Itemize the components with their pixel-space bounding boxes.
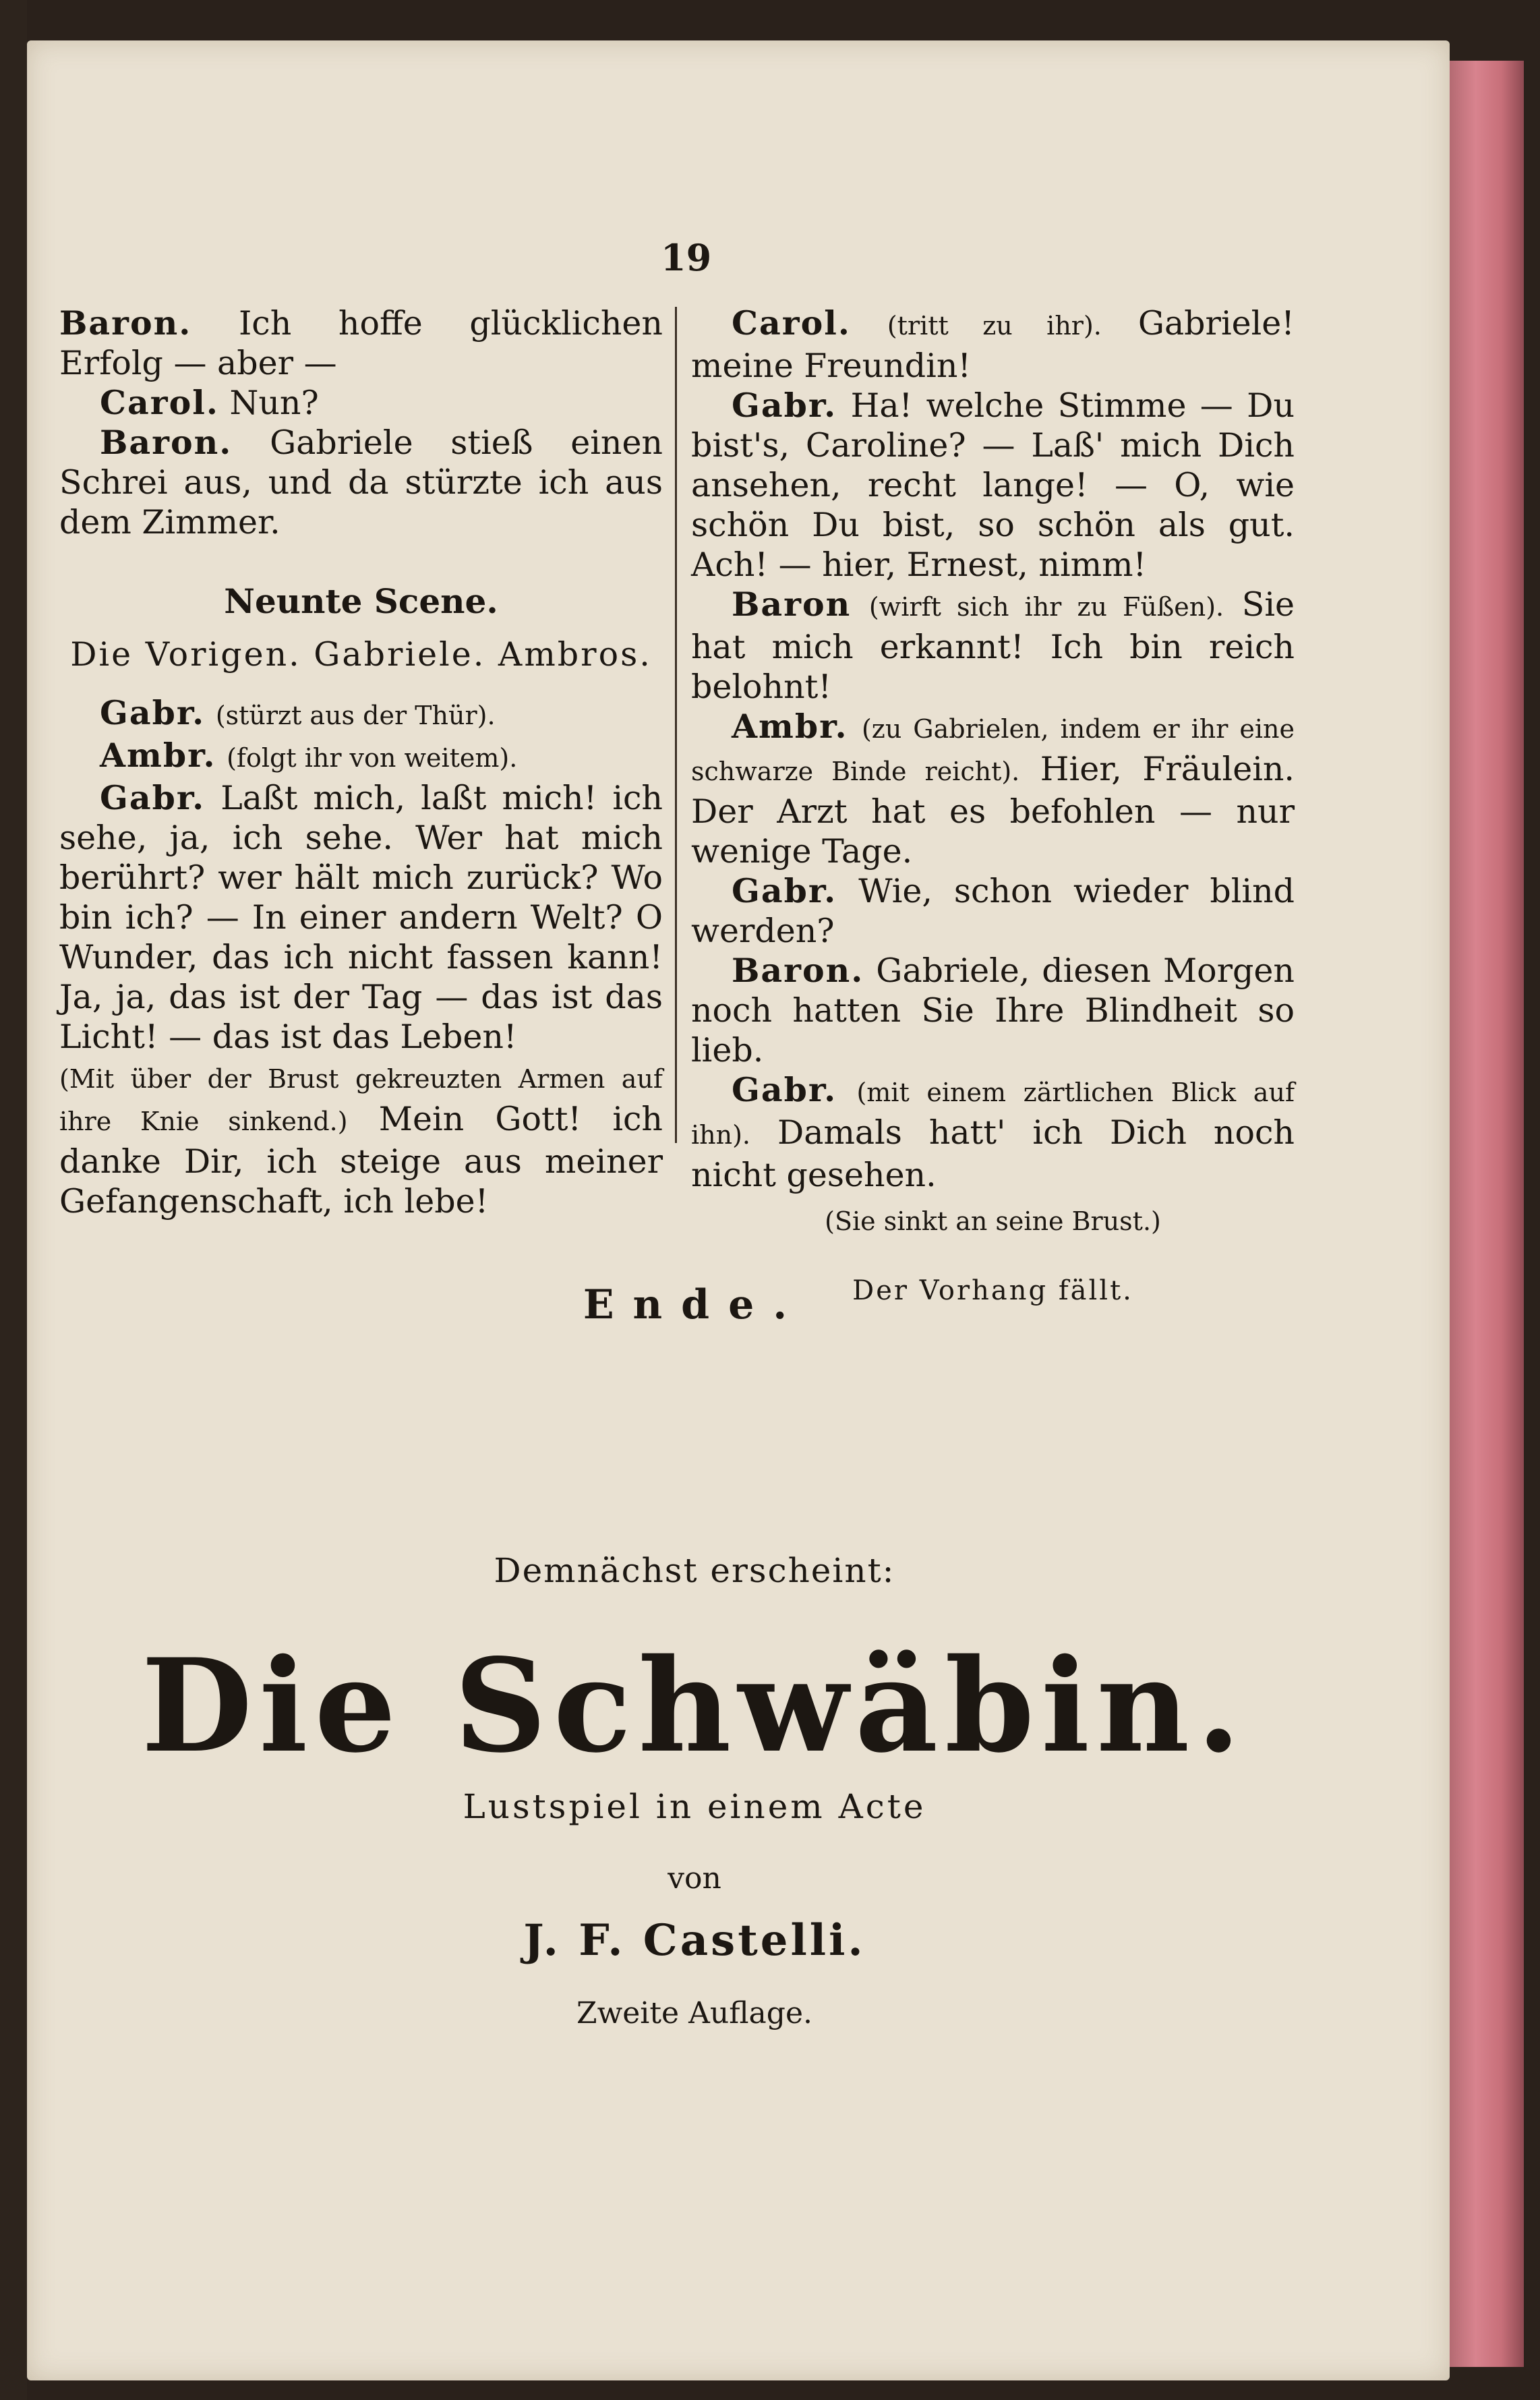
speaker: Baron. — [59, 303, 192, 343]
dialogue-line — [691, 871, 1295, 951]
dialogue-line — [691, 951, 1295, 1070]
announcement-soon: Demnächst erscheint: — [494, 1551, 895, 1590]
speaker: Carol. — [100, 383, 219, 422]
speaker: Gabr. — [732, 386, 837, 425]
announcement-author: J. F. Castelli. — [523, 1915, 866, 1966]
speaker: Gabr. — [100, 778, 206, 817]
stage-direction: (zu Gabrielen, indem er ihr eine schwarze Binde reicht). — [691, 714, 1295, 786]
left-column — [59, 303, 663, 1221]
speaker: Carol. — [732, 303, 851, 343]
scene-title: Neunte Scene. — [224, 581, 498, 621]
speaker: Ambr. — [100, 736, 216, 775]
page-number: 19 — [661, 236, 712, 279]
announcement-subtitle: Lustspiel in einem Acte — [463, 1787, 926, 1826]
line-text: Gabriele, diesen Morgen noch hatten Sie Ihre Blindheit so lieb. — [691, 952, 1295, 1070]
line-text: Gabriele stieß einen Schrei aus, und da stürzte ich aus dem Zimmer. — [59, 423, 663, 542]
stage-direction: (Mit über der Brust gekreuzten Armen auf ihre Knie sinkend.) — [59, 1064, 663, 1136]
speaker: Baron — [732, 585, 852, 624]
scene-persons: Die Vorigen. Gabriele. Ambros. — [70, 635, 652, 674]
stage-direction: (wirft sich ihr zu Füßen). — [868, 592, 1224, 622]
dialogue-line — [59, 778, 663, 1057]
stage-direction: (tritt zu ihr). — [887, 311, 1102, 341]
line-text: Ich hoffe glücklichen Erfolg — aber — — [59, 304, 663, 382]
speaker: Baron. — [732, 951, 864, 990]
column-divider — [675, 307, 677, 1143]
speaker: Gabr. — [732, 871, 837, 910]
page-edge — [1450, 61, 1524, 2367]
stage-direction: (stürzt aus der Thür). — [215, 701, 496, 730]
line-text: Ha! welche Stimme — Du bist's, Caroline? — Laß' mich Dich ansehen, recht lange! — O, wie schön Du bist, so schön als gut. Ach! — hier, Ernest, nimm! — [691, 386, 1295, 584]
dialogue-line — [59, 423, 663, 542]
line-text: Mein Gott! ich danke Dir, ich steige aus meiner Gefangenschaft, ich lebe! — [59, 1100, 663, 1221]
speaker: Gabr. — [732, 1070, 837, 1109]
stage-direction: (folgt ihr von weitem). — [227, 743, 518, 773]
line-text: Wie, schon wieder blind werden? — [691, 872, 1295, 950]
dialogue-line — [59, 693, 663, 736]
dialogue-line — [59, 303, 663, 383]
speaker: Ambr. — [732, 707, 848, 746]
announcement-edition: Zweite Auflage. — [576, 1996, 812, 2030]
dialogue-line — [691, 386, 1295, 585]
curtain-falls: Der Vorhang fällt. — [852, 1275, 1133, 1306]
speaker: Gabr. — [100, 693, 206, 732]
dialogue-line — [691, 1070, 1295, 1195]
line-text: Gabriele! meine Freundin! — [691, 304, 1295, 385]
line-text: Hier, Fräulein. Der Arzt hat es befohlen — nur wenige Tage. — [691, 750, 1295, 871]
announcement-von: von — [668, 1861, 721, 1896]
speaker: Baron. — [100, 423, 233, 462]
book-spine-shadow — [0, 0, 27, 2400]
line-text: Laßt mich, laßt mich! ich sehe, ja, ich sehe. Wer hat mich berührt? wer hält mich zurück? Wo bin ich? — In einer andern Welt? O Wunder, das ich nicht fassen kann! Ja, ja, das ist der Tag — das ist das Licht! — das ist das Leben! — [59, 779, 663, 1056]
line-text: Nun? — [229, 384, 319, 422]
dialogue-line — [691, 303, 1295, 386]
dialogue-line — [59, 736, 663, 778]
line-text: Sie hat mich erkannt! Ich bin reich belohnt! — [691, 585, 1295, 706]
dialogue-line — [59, 1057, 663, 1221]
stage-direction: (mit einem zärtlichen Blick auf ihn). — [691, 1078, 1295, 1150]
stage-direction-sink: (Sie sinkt an seine Brust.) — [825, 1206, 1161, 1236]
ende-heading: Ende. — [583, 1281, 806, 1328]
dialogue-line — [691, 585, 1295, 707]
dialogue-line — [691, 707, 1295, 871]
announcement-title: Die Schwäbin. — [141, 1631, 1248, 1781]
line-text: Damals hatt' ich Dich noch nicht gesehen. — [691, 1113, 1295, 1194]
dialogue-line — [59, 383, 663, 423]
right-column — [691, 303, 1295, 1311]
